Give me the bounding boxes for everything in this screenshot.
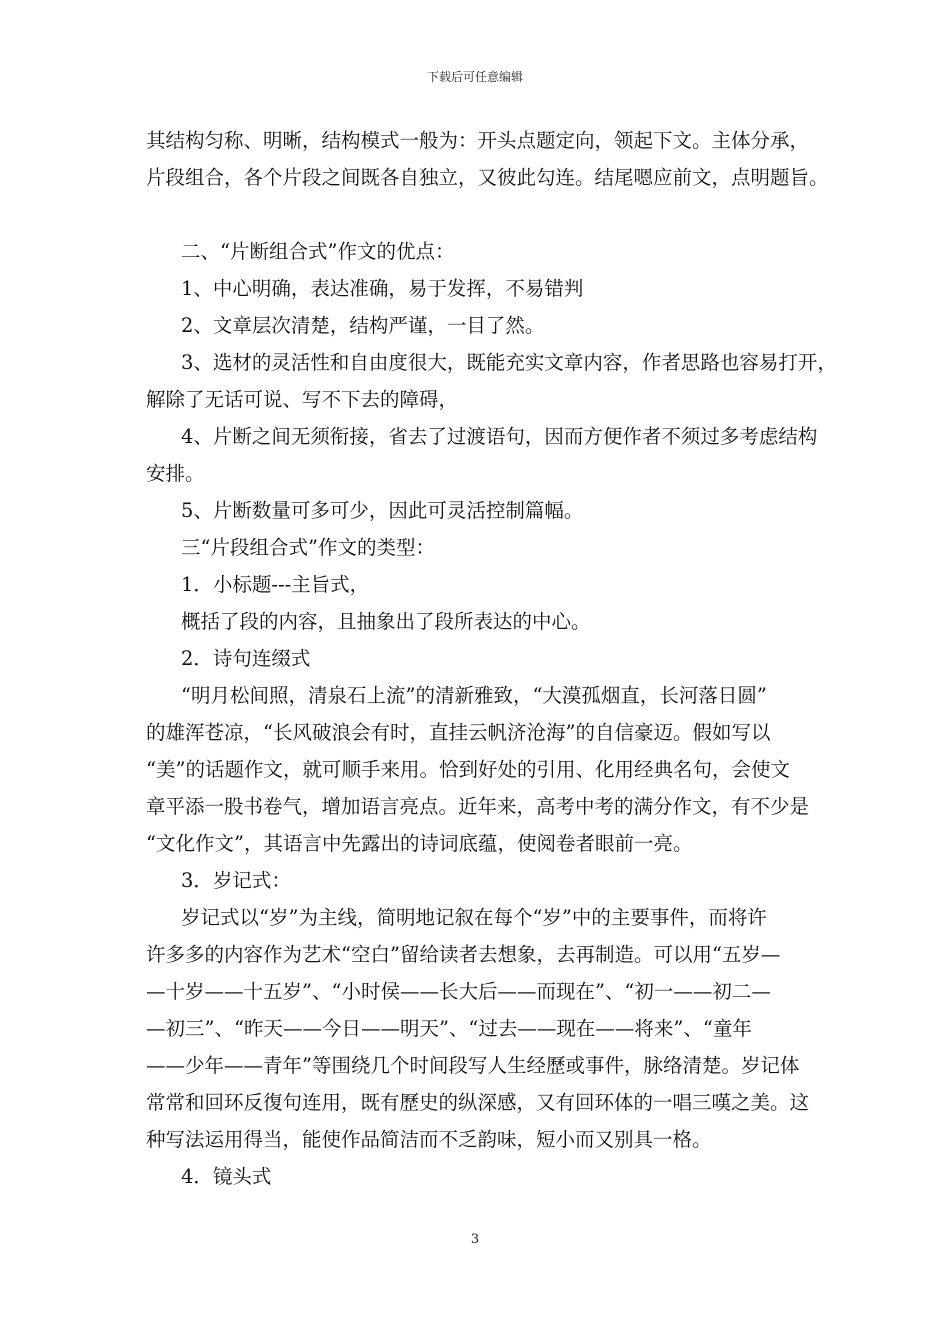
text-line: 常常和回环反復句连用，既有歷史的纵深感，又有回环体的一唱三嘆之美。这 xyxy=(146,1091,810,1114)
text-line: 安排。 xyxy=(146,462,205,485)
text-line: “文化作文”，其语言中先露出的诗词底蕴，使阅卷者眼前一亮。 xyxy=(146,832,693,855)
text-line: 章平添一股书卷气，增加语言亮点。近年来，高考中考的满分作文，有不少是 xyxy=(146,795,810,818)
text-line: 的雄浑苍凉，“长风破浪会有时，直挂云帆济沧海”的自信豪迈。假如写以 xyxy=(146,721,771,744)
text-line: —初三”、“昨天——今日——明天”、“过去——现在——将来”、“童年 xyxy=(146,1017,752,1040)
page-number: 3 xyxy=(470,1232,480,1247)
list-item: 5、片断数量可多可少，因此可灵活控制篇幅。 xyxy=(181,499,584,522)
list-item: 2、文章层次清楚，结构严谨，一目了然。 xyxy=(181,314,545,337)
section-heading: 三“片段组合式”作文的类型： xyxy=(181,536,435,559)
text-line: —十岁——十五岁”、“小时侯——长大后——而现在”、“初一——初二— xyxy=(146,980,771,1003)
page-header: 下载后可任意编辑 xyxy=(426,70,523,84)
paragraph-gap xyxy=(146,196,822,233)
list-item: 3、选材的灵活性和自由度很大，既能充实文章内容，作者思路也容易打开， xyxy=(181,351,837,374)
list-item: 4、片断之间无须衔接，省去了过渡语句，因而方便作者不须过多考虑结构 xyxy=(181,425,818,448)
text-line: 解除了无话可说、写不下去的障碍， xyxy=(146,388,459,411)
text-line: “明月松间照，清泉石上流”的清新雅致，“大漠孤烟直，长河落日圆” xyxy=(181,684,767,707)
subsection-heading: 3．岁记式： xyxy=(181,869,291,892)
text-line: 概括了段的内容，且抽象出了段所表达的中心。 xyxy=(181,610,591,633)
text-line: 片段组合，各个片段之间既各自独立，又彼此勾连。结尾嗯应前文，点明题旨。 xyxy=(146,166,829,189)
list-item: 1、中心明确，表达准确，易于发挥，不易错判 xyxy=(181,277,584,300)
text-line: 许多多的内容作为艺术“空白”留给读者去想象，去再制造。可以用“五岁— xyxy=(146,943,781,966)
text-line: ——少年——青年”等围绕几个时间段写人生经歷或事件，脉络清楚。岁记体 xyxy=(146,1054,800,1077)
subsection-heading: 1．小标题---主旨式， xyxy=(181,573,370,596)
document-body xyxy=(146,122,837,1195)
text-line: 岁记式以“岁”为主线，简明地记叙在每个“岁”中的主要事件，而将许 xyxy=(181,906,767,929)
subsection-heading: 4．镜头式 xyxy=(181,1165,272,1188)
text-line: 种写法运用得当，能使作品简洁而不乏韵味，短小而又别具一格。 xyxy=(146,1128,712,1151)
text-line: 其结构匀称、明晰，结构模式一般为：开头点题定向，领起下文。主体分承， xyxy=(146,129,810,152)
text-line: “美”的话题作文，就可顺手来用。恰到好处的引用、化用经典名句，会使文 xyxy=(146,758,790,781)
subsection-heading: 2．诗句连缀式 xyxy=(181,647,311,670)
section-heading: 二、“片断组合式”作文的优点： xyxy=(181,240,455,263)
